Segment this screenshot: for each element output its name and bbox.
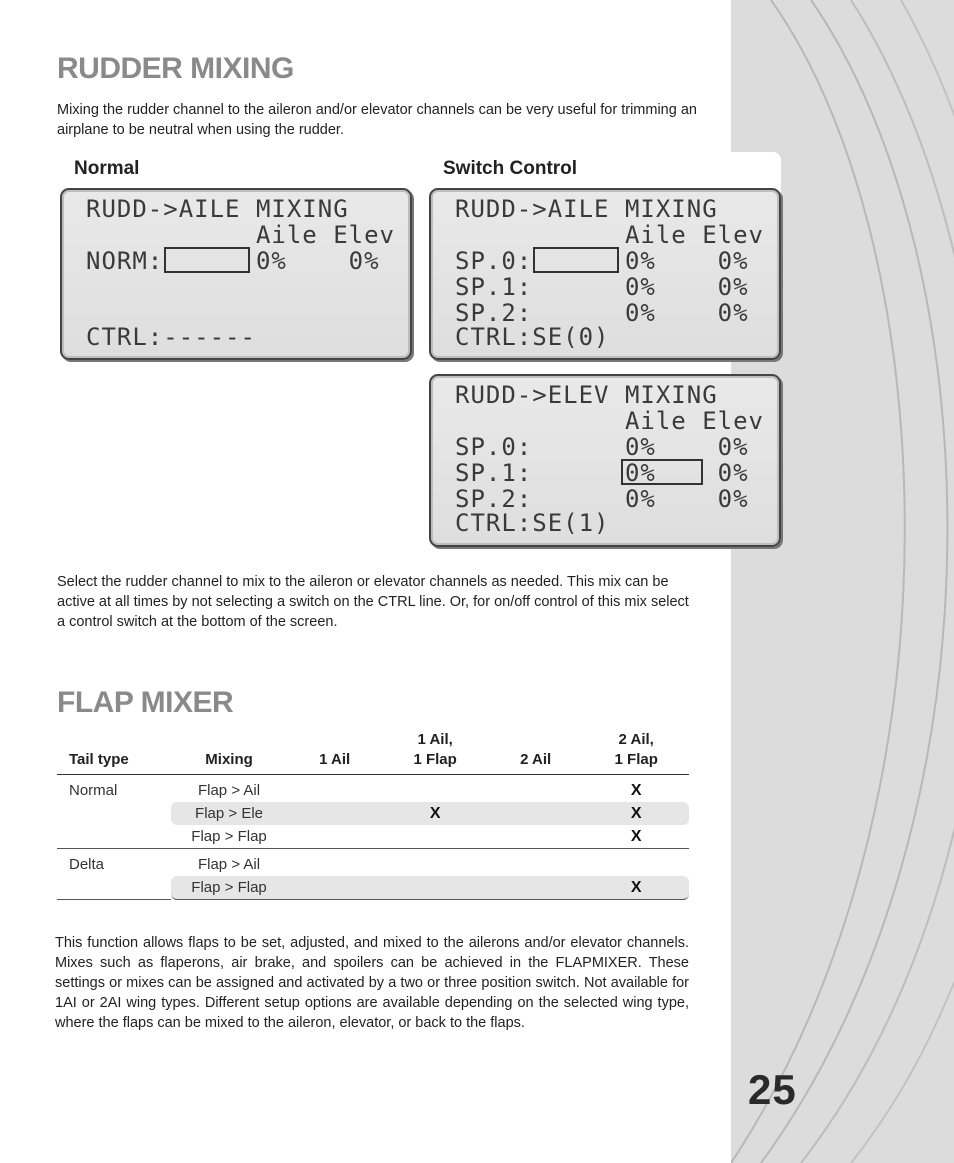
cell-2-ail-1-flap: X xyxy=(583,825,689,849)
normal-label: Normal xyxy=(74,158,140,179)
lcd-line: CTRL:SE(0) xyxy=(455,323,610,351)
cell-mixing: Flap > Ail xyxy=(197,856,261,873)
col-header-2-ail-1-flap: 2 Ail, 1 Flap xyxy=(583,730,689,775)
rudder-mixing-intro: Mixing the rudder channel to the aileron and/or elevator channels can be very useful for trimming an airplane to be neutral when using the rudder. xyxy=(57,102,697,138)
cell-1-ail-1-flap xyxy=(382,775,488,802)
cell-1-ail-1-flap xyxy=(382,849,488,876)
rudder-mixing-body: Select the rudder channel to mix to the aileron or elevator channels as needed. This mix can be active at all times by not selecting a switch on the CTRL line. Or, for on/off control of this mix select a control switch at the bottom of the screen. xyxy=(57,574,689,630)
lcd-line: CTRL:SE(1) xyxy=(455,509,610,537)
page-number: 25 xyxy=(748,1066,797,1113)
table-header-row xyxy=(57,730,689,775)
table-row xyxy=(57,876,689,900)
col-header-tail-type: Tail type xyxy=(57,730,171,775)
lcd-line: RUDD->AILE MIXING xyxy=(455,195,718,223)
lcd-cursor-box xyxy=(621,459,703,485)
cell-1-ail xyxy=(287,849,382,876)
cell-2-ail-1-flap: X xyxy=(583,802,689,825)
cell-1-ail xyxy=(287,802,382,825)
cell-tail-type xyxy=(57,802,171,825)
cell-tail-type xyxy=(57,825,171,849)
lcd-line: NORM: 0% 0% xyxy=(86,247,380,275)
flap-mixer-table xyxy=(57,730,689,900)
flap-mixer-body: This function allows flaps to be set, adjusted, and mixed to the ailerons and/or elevator channels. Mixes such as flaperons, air brake, and spoilers can be achieved in the FLAPMIXER. These settings or mixes can be assigned and activated by a two or three position switch. Not available for 1AI or 2AI wing types. Different setup options are available depending on the selected wing type, where the flaps can be mixed to the aileron, elevator, or back to the flaps. xyxy=(55,935,689,1031)
lcd-line: RUDD->AILE MIXING xyxy=(86,195,349,223)
lcd-line: Aile Elev xyxy=(455,221,764,249)
lcd-line: SP.2: 0% 0% xyxy=(455,299,749,327)
lcd-cursor-box xyxy=(164,247,250,273)
lcd-cursor-box xyxy=(533,247,619,273)
lcd-line: CTRL:------ xyxy=(86,323,256,351)
cell-1-ail xyxy=(287,775,382,802)
cell-2-ail xyxy=(488,775,583,802)
lcd-screen-switch-aile xyxy=(429,188,781,360)
cell-1-ail xyxy=(287,825,382,849)
cell-mixing: Flap > Ele xyxy=(171,802,287,825)
cell-mixing: Flap > Flap xyxy=(171,825,287,849)
cell-1-ail xyxy=(287,876,382,900)
lcd-line: SP.1: 0% 0% xyxy=(455,459,749,487)
cell-2-ail xyxy=(488,876,583,900)
col-header-2-ail: 2 Ail xyxy=(488,730,583,775)
lcd-line: Aile Elev xyxy=(455,407,764,435)
lcd-line: SP.1: 0% 0% xyxy=(455,273,749,301)
col-header-mixing: Mixing xyxy=(171,730,287,775)
cell-1-ail-1-flap xyxy=(382,876,488,900)
lcd-line: Aile Elev xyxy=(86,221,395,249)
table-row xyxy=(57,802,689,825)
cell-tail-type: Delta xyxy=(69,856,105,873)
cell-2-ail xyxy=(488,849,583,876)
section-title-rudder-mixing: RUDDER MIXING xyxy=(57,52,294,85)
lcd-screen-normal xyxy=(60,188,412,360)
cell-2-ail-1-flap: X xyxy=(583,876,689,900)
col-header-1-ail-1-flap: 1 Ail, 1 Flap xyxy=(382,730,488,775)
cell-2-ail-1-flap xyxy=(583,849,689,876)
cell-tail-type xyxy=(57,876,171,900)
table-row xyxy=(57,849,689,876)
switch-control-label: Switch Control xyxy=(443,158,578,179)
table-row xyxy=(57,825,689,849)
cell-2-ail xyxy=(488,825,583,849)
lcd-screen-switch-elev xyxy=(429,374,781,547)
lcd-line: RUDD->ELEV MIXING xyxy=(455,381,718,409)
cell-mixing: Flap > Flap xyxy=(171,876,287,900)
lcd-line: SP.2: 0% 0% xyxy=(455,485,749,513)
lcd-line: SP.0: 0% 0% xyxy=(455,433,749,461)
cell-2-ail-1-flap: X xyxy=(630,781,642,799)
cell-mixing: Flap > Ail xyxy=(197,782,261,799)
cell-2-ail xyxy=(488,802,583,825)
col-header-1-ail: 1 Ail xyxy=(287,730,382,775)
section-title-flap-mixer: FLAP MIXER xyxy=(57,686,234,719)
lcd-line: SP.0: 0% 0% xyxy=(455,247,749,275)
cell-1-ail-1-flap: X xyxy=(382,802,488,825)
cell-1-ail-1-flap xyxy=(382,825,488,849)
table-row xyxy=(57,775,689,802)
cell-tail-type: Normal xyxy=(69,782,118,799)
